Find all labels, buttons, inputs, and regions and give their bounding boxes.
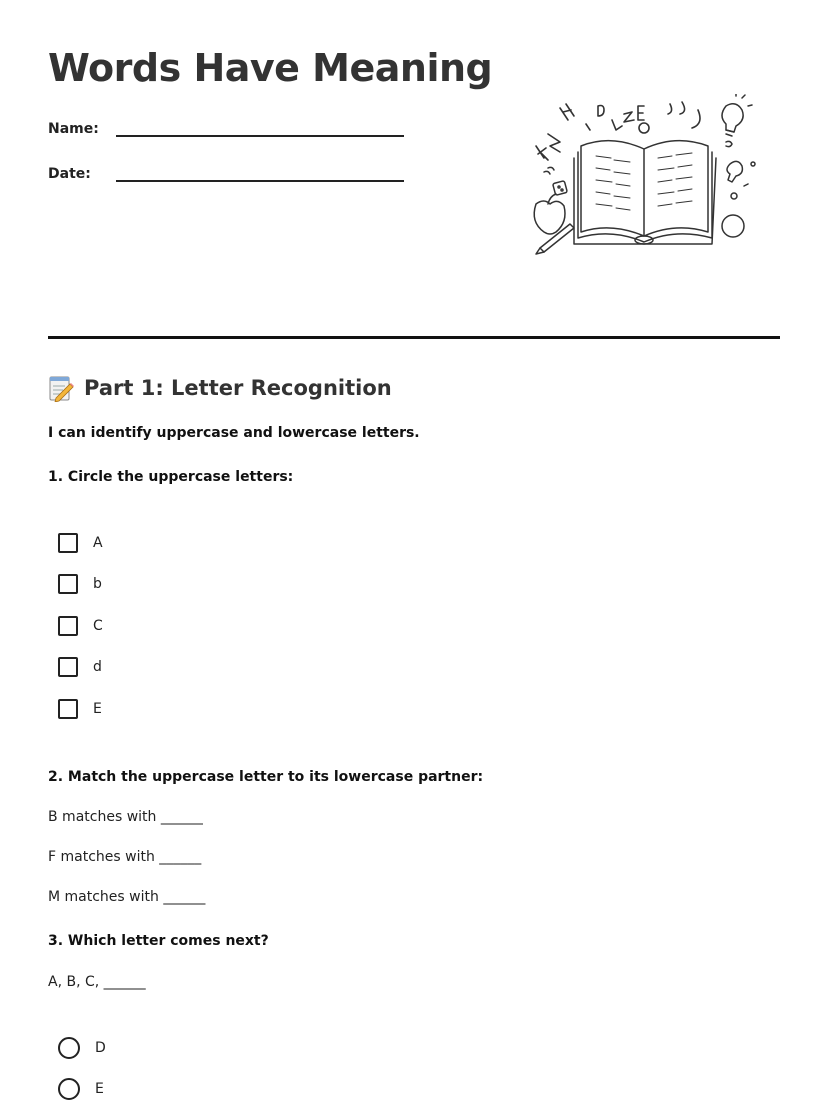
q1-option[interactable] — [58, 699, 102, 719]
section-title: Part 1: Letter Recognition — [84, 376, 392, 400]
checkbox[interactable] — [58, 533, 78, 553]
option-label: D — [95, 1040, 106, 1056]
checkbox[interactable] — [58, 574, 78, 594]
radio-button[interactable] — [58, 1037, 80, 1059]
page-title: Words Have Meaning — [48, 46, 493, 90]
learning-objective: I can identify uppercase and lowercase letters. — [48, 425, 420, 441]
q3-option[interactable] — [58, 1037, 106, 1059]
match-item[interactable]: B matches with ______ — [48, 809, 203, 825]
checkbox[interactable] — [58, 657, 78, 677]
memo-pencil-icon — [48, 374, 74, 402]
checkbox[interactable] — [58, 616, 78, 636]
date-input-line[interactable] — [116, 162, 404, 182]
name-input-line[interactable] — [116, 117, 404, 137]
match-item[interactable]: F matches with ______ — [48, 849, 202, 865]
question-2-prompt: 2. Match the uppercase letter to its lowercase partner: — [48, 769, 484, 785]
checkbox[interactable] — [58, 699, 78, 719]
question-1-prompt: 1. Circle the uppercase letters: — [48, 469, 294, 485]
q1-option[interactable] — [58, 533, 103, 553]
name-label: Name: — [48, 121, 99, 137]
radio-button[interactable] — [58, 1078, 80, 1100]
option-label: b — [93, 576, 102, 592]
question-3-prompt: 3. Which letter comes next? — [48, 933, 269, 949]
q1-option[interactable] — [58, 616, 103, 636]
section-heading — [48, 374, 392, 402]
name-field[interactable] — [48, 117, 404, 137]
q1-option[interactable] — [58, 574, 102, 594]
book-illustration-icon — [526, 94, 756, 256]
sequence-text[interactable]: A, B, C, ______ — [48, 974, 146, 990]
match-item[interactable]: M matches with ______ — [48, 889, 206, 905]
option-label: A — [93, 535, 103, 551]
section-divider — [48, 336, 780, 339]
date-label: Date: — [48, 166, 91, 182]
q1-option[interactable] — [58, 657, 102, 677]
q3-option[interactable] — [58, 1078, 104, 1100]
option-label: C — [93, 618, 103, 634]
option-label: E — [93, 701, 102, 717]
option-label: d — [93, 659, 102, 675]
option-label: E — [95, 1081, 104, 1097]
date-field[interactable] — [48, 162, 404, 182]
